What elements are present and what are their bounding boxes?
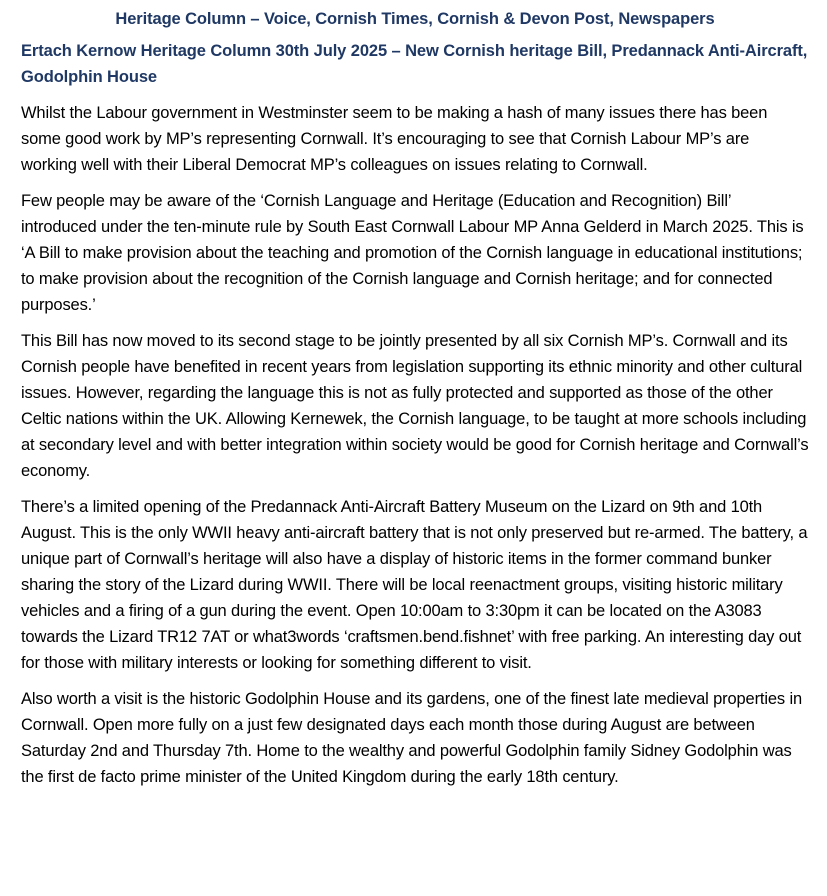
- article-paragraph-1: Whilst the Labour government in Westminster seem to be making a hash of many issues there has been some good work by MP’s representing Cornwall. It’s encouraging to see that Cornish Labour MP’s are working well with their Liberal Democrat MP’s colleagues on issues relating to Cornwall.: [21, 104, 768, 174]
- article-paragraph-3: This Bill has now moved to its second stage to be jointly presented by all six Cornish MP’s. Cornwall and its Cornish people have benefited in recent years from legislation supporting its ethnic minority and other cultural issues. However, regarding the language this is not as fully protected and supported as those of the other Celtic nations within the UK. Allowing Kernewek, the Cornish language, to be taught at more schools including at secondary level and with better integration within society would be good for Cornish heritage and Cornwall’s economy.: [21, 332, 809, 480]
- article-title: Ertach Kernow Heritage Column 30th July 2025 – New Cornish heritage Bill, Predannack Anti-Aircraft, Godolphin House: [21, 42, 808, 86]
- page-header-title: Heritage Column – Voice, Cornish Times, Cornish & Devon Post, Newspapers: [115, 10, 715, 28]
- article-paragraph-4: There’s a limited opening of the Predannack Anti-Aircraft Battery Museum on the Lizard on 9th and 10th August. This is the only WWII heavy anti-aircraft battery that is not only preserved but re-armed. The battery, a unique part of Cornwall’s heritage will also have a display of historic items in the former command bunker sharing the story of the Lizard during WWII. There will be local reenactment groups, visiting historic military vehicles and a firing of a gun during the event. Open 10:00am to 3:30pm it can be located on the A3083 towards the Lizard TR12 7AT or what3words ‘craftsmen.bend.fishnet’ with free parking. An interesting day out for those with military interests or looking for something different to visit.: [21, 498, 808, 672]
- article-paragraph-5: Also worth a visit is the historic Godolphin House and its gardens, one of the finest late medieval properties in Cornwall. Open more fully on a just few designated days each month those during August are between Saturday 2nd and Thursday 7th. Home to the wealthy and powerful Godolphin family Sidney Godolphin was the first de facto prime minister of the United Kingdom during the early 18th century.: [21, 690, 802, 786]
- article-paragraph-2: Few people may be aware of the ‘Cornish Language and Heritage (Education and Recognition) Bill’ introduced under the ten-minute rule by South East Cornwall Labour MP Anna Gelderd in March 2025. This is ‘A Bill to make provision about the teaching and promotion of the Cornish language in educational institutions; to make provision about the recognition of the Cornish language and Cornish heritage; and for connected purposes.’: [21, 192, 804, 314]
